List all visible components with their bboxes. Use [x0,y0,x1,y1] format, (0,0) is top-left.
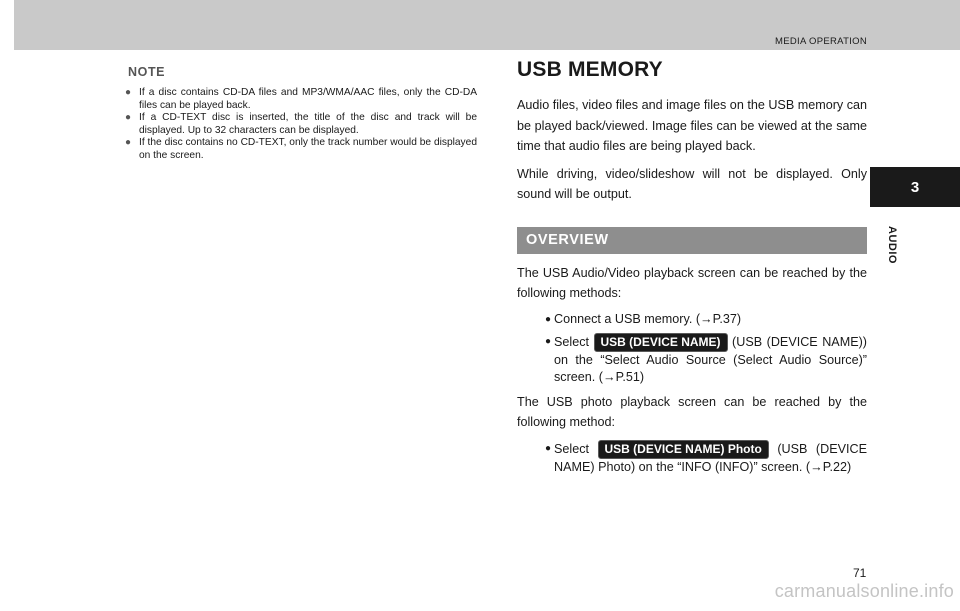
chapter-number: 3 [910,178,920,196]
list-item [517,440,867,476]
note-column [125,65,477,162]
note-title: NOTE [128,65,166,79]
usb-device-photo-button[interactable]: USB (DEVICE NAME) Photo [598,440,769,459]
page-number: 71 [853,566,867,580]
bullet-icon: ● [545,313,552,325]
driving-note-paragraph: While driving, video/slideshow will not be displayed. Only sound will be output. [517,166,867,201]
list-item [517,311,867,328]
method-suffix: (USB (DEVICE NAME) Photo) on the “INFO (INFO)” screen. (→P.22) [554,441,867,474]
usb-device-name-button[interactable]: USB (DEVICE NAME) [594,333,728,352]
method-text: Connect a USB memory. (→P.37) [554,311,742,326]
section-header-label: MEDIA OPERATION [775,36,867,47]
chapter-tab [870,167,960,207]
photo-methods-list [517,440,867,476]
note-list [125,87,477,162]
list-item [517,333,867,386]
bullet-icon: ● [125,112,132,123]
note-item [125,87,477,112]
overview-heading-text: OVERVIEW [526,232,609,248]
bullet-icon: ● [125,137,132,148]
intro-paragraph: Audio files, video files and image files on the USB memory can be played back/viewed. Image files can be viewed at the same time that audio files are being played back. [517,98,867,153]
note-text: If a disc contains CD-DA files and MP3/WMA/AAC files, only the CD-DA files can be played back. [139,87,477,111]
playback-methods-list [517,311,867,386]
main-column [517,58,867,482]
bullet-icon: ● [545,442,552,454]
method-prefix: Select [554,334,594,349]
overview-heading [517,227,867,254]
chapter-label: AUDIO [886,226,898,264]
note-item [125,112,477,137]
note-item [125,137,477,162]
watermark: carmanualsonline.info [774,581,954,601]
photo-paragraph: The USB photo playback screen can be reached by the following method: [517,394,867,429]
bullet-icon: ● [545,335,552,347]
note-text: If a CD-TEXT disc is inserted, the title of the disc and track will be displayed. Up to 32 characters can be displayed. [139,112,477,136]
method-suffix: (USB (DEVICE NAME)) on the “Select Audio Source (Select Audio Source)” screen. (→P.51) [554,334,867,384]
bullet-icon: ● [125,87,132,98]
note-text: If the disc contains no CD-TEXT, only the track number would be displayed on the screen. [139,137,477,161]
page-title: USB MEMORY [517,58,663,81]
method-prefix: Select [554,441,598,456]
overview-paragraph: The USB Audio/Video playback screen can be reached by the following methods: [517,265,867,300]
